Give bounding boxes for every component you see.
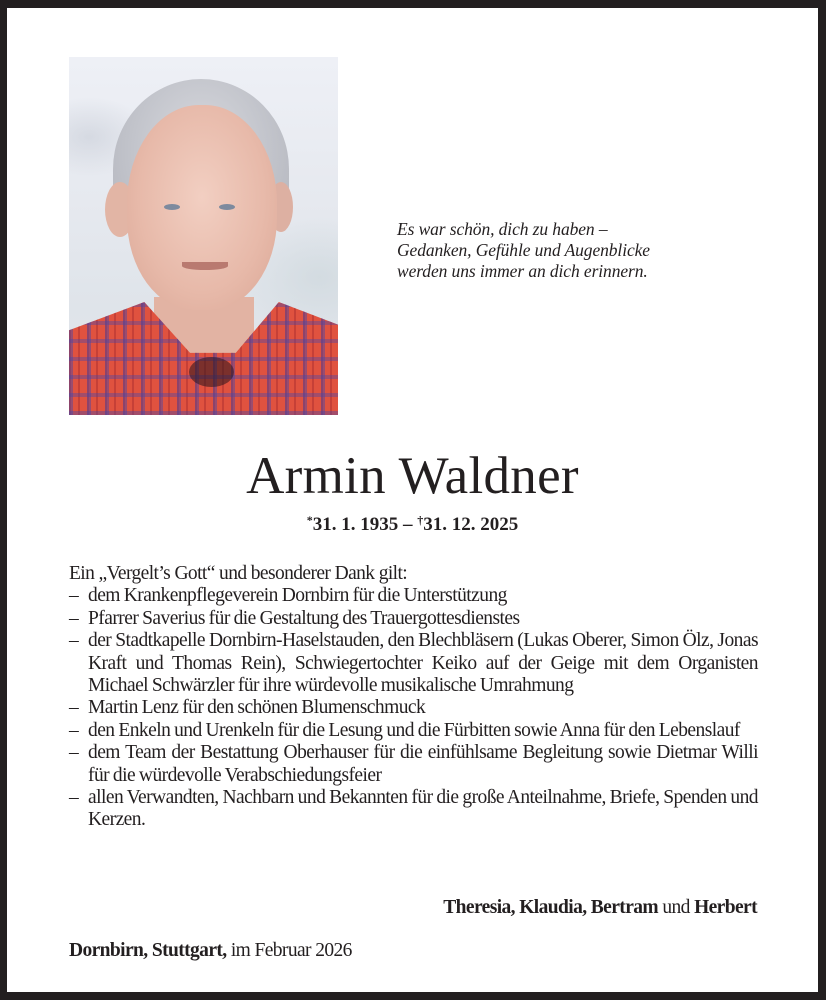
quote-line: Es war schön, dich zu haben – (397, 219, 608, 239)
list-item-text: dem Team der Bestattung Oberhauser für die einfühlsame Begleitung sowie Dietmar Willi für die würdevolle Verabschiedungsfeier (88, 742, 758, 786)
signer-last-name: Herbert (694, 897, 757, 918)
birth-date: 31. 1. 1935 (312, 514, 399, 535)
list-item (69, 697, 758, 719)
signers-line (443, 896, 757, 920)
dash-bullet-icon: – (69, 787, 79, 809)
thanks-list (69, 585, 758, 831)
photo-collar-shadow (189, 357, 234, 387)
list-item (69, 787, 758, 832)
list-item (69, 630, 758, 697)
list-item-text: Martin Lenz für den schönen Blumenschmuck (88, 697, 426, 719)
signer-conjunction: und (658, 897, 695, 918)
death-cross-icon: † (417, 513, 424, 527)
list-item-text: allen Verwandten, Nachbarn und Bekannten für die große Anteilnahme, Briefe, Spenden und Kerzen. (88, 787, 758, 831)
quote-line: werden uns immer an dich erinnern. (397, 261, 648, 281)
place-date-line (69, 939, 352, 963)
deceased-name: Armin Waldner (246, 447, 579, 505)
dash-bullet-icon: – (69, 742, 79, 764)
photo-eye-left (164, 204, 180, 210)
list-item-text: Pfarrer Saverius für die Gestaltung des Trauergottesdienstes (88, 607, 520, 629)
dash-bullet-icon: – (69, 607, 79, 629)
thanks-intro: Ein „Vergelt’s Gott“ und besonderer Dank gilt: (69, 563, 408, 584)
photo-eye-right (219, 204, 235, 210)
date-text: im Februar 2026 (226, 940, 352, 961)
photo-face (127, 105, 277, 310)
dash-bullet-icon: – (69, 719, 79, 741)
dash-bullet-icon: – (69, 697, 79, 719)
date-separator: – (398, 514, 418, 535)
list-item (69, 742, 758, 787)
dash-bullet-icon: – (69, 630, 79, 652)
life-dates (7, 508, 818, 537)
list-item (69, 608, 758, 630)
list-item-text: den Enkeln und Urenkeln für die Lesung und die Fürbitten sowie Anna für den Lebenslauf (88, 719, 740, 741)
places: Dornbirn, Stuttgart, (69, 940, 227, 961)
quote-line: Gedanken, Gefühle und Augenblicke (397, 240, 650, 260)
photo-mouth (182, 262, 228, 270)
list-item (69, 585, 758, 607)
list-item-text: der Stadtkapelle Dornbirn-Haselstauden, den Blechbläsern (Lukas Oberer, Simon Ölz, Jonas Kraft und Thomas Rein), Schwiegertochter Keiko auf der Geige mit dem Organisten Michael Schwärzler für ihre würdevolle musikalische Umrahmung (88, 630, 758, 697)
death-date: 31. 12. 2025 (423, 514, 519, 535)
list-item (69, 720, 758, 742)
obituary-page (7, 8, 818, 992)
signer-names: Theresia, Klaudia, Bertram (443, 897, 659, 918)
memorial-quote (397, 219, 650, 282)
birth-star-icon: * (306, 513, 313, 527)
portrait-photo (69, 57, 338, 415)
list-item-text: dem Krankenpflegeverein Dornbirn für die Unterstützung (88, 585, 507, 607)
dash-bullet-icon: – (69, 585, 79, 607)
thanks-section (69, 563, 758, 832)
